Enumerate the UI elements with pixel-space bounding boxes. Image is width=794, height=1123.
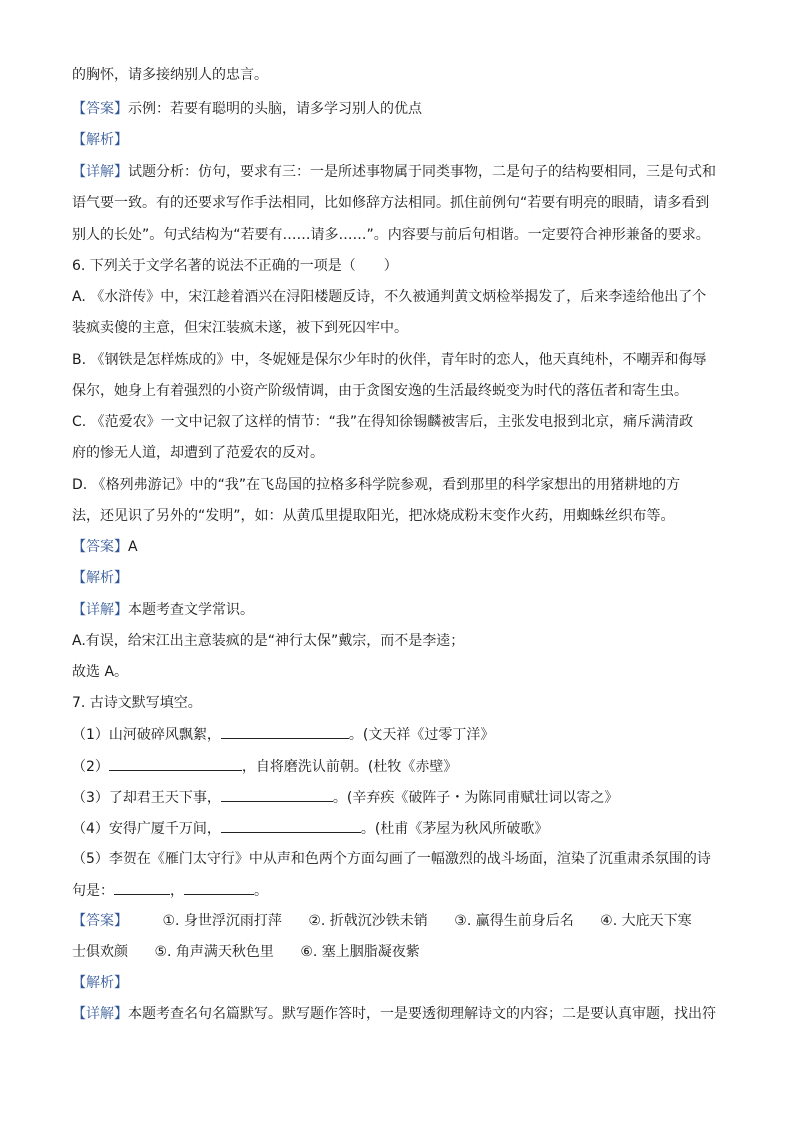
answer-item: ①. 身世浮沉雨打萍 [162,913,282,929]
analysis-line [72,130,726,150]
answer-tag: 【答案】 [72,101,128,117]
detail-text: 本题考查文学常识。 [128,602,254,618]
poem-item-3 [72,787,726,808]
answer-line [72,911,726,931]
analysis-tag: 【解析】 [72,570,128,586]
text-line: 的胸怀，请多接纳别人的忠言。 [72,67,268,83]
option-b: B. 《钢铁是怎样炼成的》中，冬妮娅是保尔少年时的伙伴，青年时的恋人，他天真纯朴，不嘲弄和侮辱 [72,352,707,368]
analysis-line [72,568,726,588]
text-line: 别人的长处”。句式结构为“若要有……请多……”。内容要与前后句相谐。一定要符合神形兼备的要求。 [72,227,710,243]
answer-text: 示例：若要有聪明的头脑，请多学习别人的优点 [128,101,422,117]
poem-prefix: 句是： [72,883,114,899]
poem-item-5: （5）李贺在《雁门太守行》中从声和色两个方面勾画了一幅激烈的战斗场面，渲染了沉重肃杀氛围的诗 [72,851,711,867]
answer-blank[interactable] [109,756,242,771]
analysis-tag: 【解析】 [72,132,128,148]
poem-suffix: 。(杜甫《茅屋为秋风所破歌》 [360,821,549,837]
poem-suffix: 。(辛弃疾《破阵子・为陈同甫赋壮词以寄之》 [332,790,619,806]
poem-item-5-cont [72,880,726,901]
text-line: A.有误，给宋江出主意装疯的是“神行太保”戴宗，而不是李逵； [72,633,465,649]
answer-item: ③. 赢得生前身后名 [454,913,574,929]
answer-blank[interactable] [221,724,349,739]
option-a-cont: 装疯卖傻的主意，但宋江装疯未遂，被下到死囚牢中。 [72,320,408,336]
poem-item-2 [72,756,726,777]
answer-blank[interactable] [221,818,361,833]
answer-blank[interactable] [114,880,170,895]
answer-line [72,537,726,557]
question-7: 7. 古诗文默写填空。 [72,695,202,711]
poem-suffix: ，自将磨洗认前朝。(杜牧《赤壁》 [241,759,458,775]
answer-item: ②. 折戟沉沙铁未销 [308,913,428,929]
text-line: 语气要一致。有的还要求写作手法相同，比如修辞方法相同。抓住前例句“若要有明亮的眼睛，请多看到 [72,195,710,211]
option-a: A. 《水浒传》中，宋江趁着酒兴在浔阳楼题反诗，不久被通判黄文炳检举揭发了，后来李逵给他出了个 [72,289,707,305]
answer-tag: 【答案】 [72,539,128,555]
poem-item-4 [72,818,726,839]
analysis-line [72,973,726,993]
poem-suffix: 。(文天祥《过零丁洋》 [348,727,495,743]
detail-text: 本题考查名句名篇默写。默写题作答时，一是要透彻理解诗文的内容；二是要认真审题，找出符 [128,1006,716,1022]
option-c-cont: 府的惨无人道，却遭到了范爱农的反对。 [72,445,324,461]
poem-suffix: 。 [254,883,268,899]
option-b-cont: 保尔，她身上有着强烈的小资产阶级情调，由于贪图安逸的生活最终蜕变为时代的落伍者和寄生虫。 [72,383,688,399]
question-6: 6. 下列关于文学名著的说法不正确的一项是（ ） [72,258,398,274]
detail-line [72,600,726,620]
detail-line [72,162,726,182]
text-line: 故选 A。 [72,664,129,680]
poem-prefix: （3）了却君王天下事， [72,790,221,806]
detail-tag: 【详解】 [72,1006,128,1022]
detail-tag: 【详解】 [72,602,128,618]
answer-tag: 【答案】 [72,913,128,929]
poem-prefix: （4）安得广厦千万间， [72,821,221,837]
answer-line [72,99,726,119]
option-d-cont: 法，还见识了另外的“发明”，如：从黄瓜里提取阳光，把冰烧成粉末变作火药，用蜘蛛丝织布等。 [72,508,675,524]
answer-text: 士俱欢颜 [72,944,128,960]
answer-blank[interactable] [221,787,333,802]
detail-line [72,1004,726,1024]
analysis-tag: 【解析】 [72,975,128,991]
answer-blank[interactable] [184,880,254,895]
option-d: D. 《格列弗游记》中的“我”在飞岛国的拉格多科学院参观，看到那里的科学家想出的用猪耕地的方 [72,477,681,493]
answer-item: ④. 大庇天下寒 [600,913,692,929]
poem-prefix: （1）山河破碎风飘絮， [72,727,221,743]
answer-text: A [128,539,138,555]
answer-line-cont [72,942,726,962]
detail-text: 试题分析：仿句，要求有三：一是所述事物属于同类事物，二是句子的结构要相同，三是句式和 [128,164,716,180]
option-c: C. 《范爱农》一文中记叙了这样的情节：“我”在得知徐锡麟被害后，主张发电报到北京，痛斥满清政 [72,414,694,430]
answer-item: ⑥. 塞上胭脂凝夜紫 [300,944,420,960]
poem-separator: ， [170,883,184,899]
poem-prefix: （2） [72,759,109,775]
poem-item-1 [72,724,726,745]
detail-tag: 【详解】 [72,164,128,180]
answer-item: ⑤. 角声满天秋色里 [154,944,274,960]
